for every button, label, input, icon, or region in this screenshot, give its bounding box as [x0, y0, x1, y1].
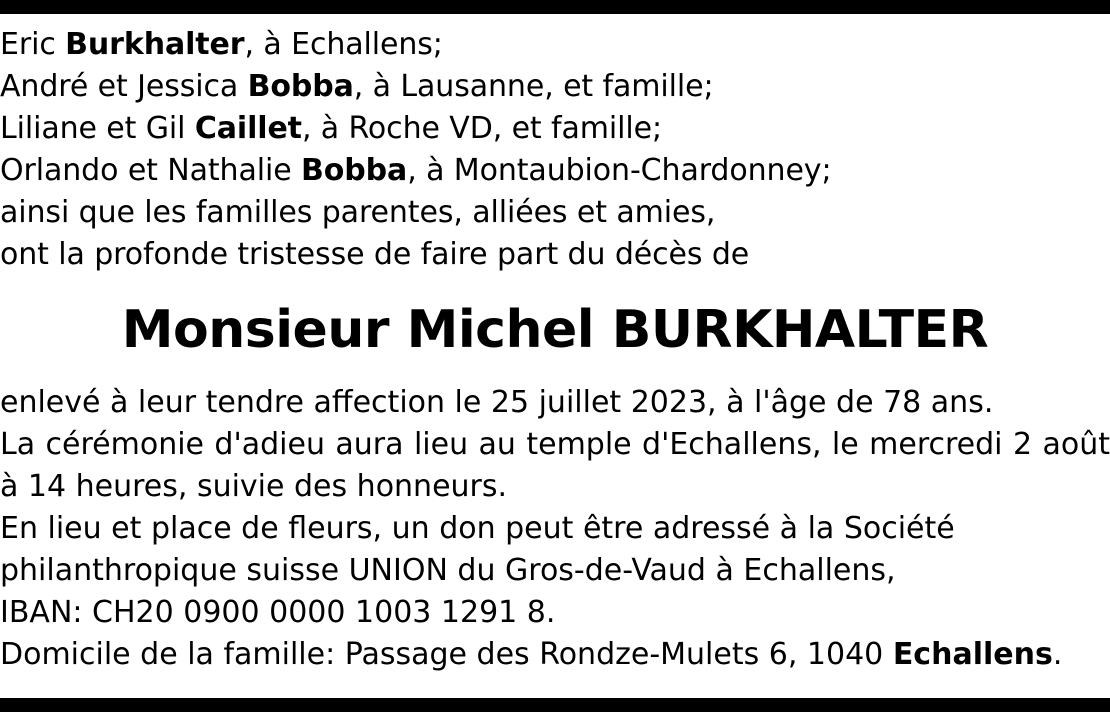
survivor-prefix: Liliane et Gil	[0, 111, 195, 146]
survivor-prefix: André et Jessica	[0, 69, 248, 104]
domicile-prefix: Domicile de la famille: Passage des Rondze-Mulets 6, 1040	[0, 637, 893, 672]
survivor-line	[0, 150, 1110, 192]
notice-body	[0, 14, 1110, 676]
donation-line-2: philanthropique suisse UNION du Gros-de-Vaud à Echallens,	[0, 553, 896, 588]
survivor-surname: Caillet	[194, 111, 302, 146]
survivor-suffix: , à Montaubion-Chardonney;	[407, 153, 832, 188]
survivor-suffix: , à Roche VD, et famille;	[301, 111, 662, 146]
survivor-surname: Bobba	[247, 69, 354, 104]
top-rule	[0, 0, 1110, 14]
deceased-name: Monsieur Michel BURKHALTER	[121, 300, 989, 360]
death-details-line: enlevé à leur tendre affection le 25 juillet 2023, à l'âge de 78 ans.	[0, 385, 994, 420]
domicile-line	[0, 634, 1110, 676]
families-line: ainsi que les familles parentes, alliées et amies,	[0, 195, 716, 230]
survivor-surname: Bobba	[301, 153, 408, 188]
ceremony-line: La cérémonie d'adieu aura lieu au temple d'Echallens, le mercredi 2 août à 14 heures, suivie des honneurs.	[0, 427, 1110, 504]
bottom-rule	[0, 698, 1110, 712]
survivor-surname: Burkhalter	[65, 27, 245, 62]
survivor-prefix: Orlando et Nathalie	[0, 153, 302, 188]
survivor-line	[0, 108, 1110, 150]
survivor-line	[0, 24, 1110, 66]
domicile-suffix: .	[1052, 637, 1063, 672]
iban-line: IBAN: CH20 0900 0000 1003 1291 8.	[0, 595, 556, 630]
announcement-line: ont la profonde tristesse de faire part du décès de	[0, 237, 750, 272]
donation-line-1: En lieu et place de fleurs, un don peut être adressé à la Société	[0, 511, 955, 546]
domicile-place: Echallens	[892, 637, 1053, 672]
survivor-prefix: Eric	[0, 27, 66, 62]
survivor-suffix: , à Echallens;	[244, 27, 443, 62]
survivor-line	[0, 66, 1110, 108]
survivor-suffix: , à Lausanne, et famille;	[353, 69, 714, 104]
